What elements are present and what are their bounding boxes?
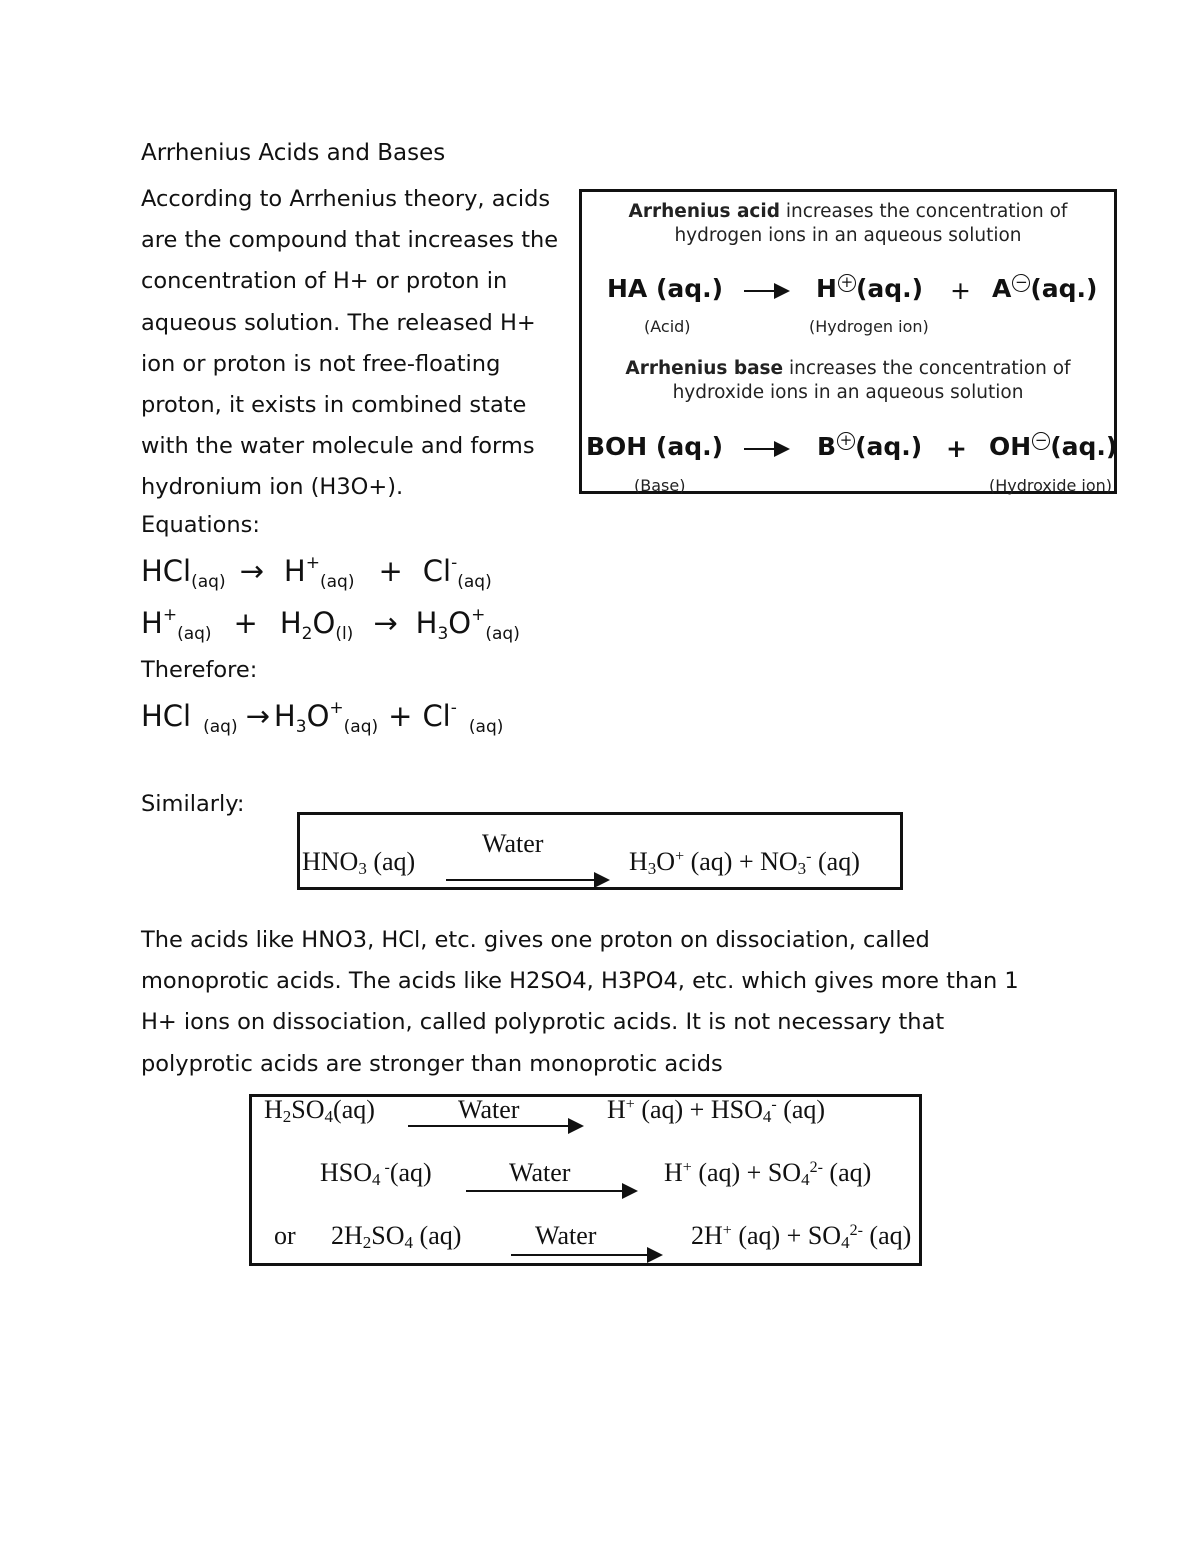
- acid-definition-line2: hydrogen ions in an aqueous solution: [674, 225, 1022, 246]
- acid-definition-text: increases the concentration of: [779, 201, 1068, 222]
- eq1-plus: +: [378, 554, 403, 588]
- intro-line: proton, it exists in combined state: [141, 392, 527, 419]
- equations-label: Equations:: [141, 512, 260, 538]
- h2so4-sub-2: 2: [282, 1107, 292, 1126]
- row2-hso-sub: 4: [372, 1170, 381, 1189]
- eq3-hcl-state: (aq): [203, 717, 238, 737]
- equation-1: [141, 553, 492, 592]
- acid-eq-a: A: [992, 274, 1012, 303]
- row3-products: [691, 1221, 911, 1251]
- eq3-cl-state: (aq): [468, 717, 504, 737]
- hydronium-o: O: [656, 847, 676, 876]
- row3-2h-ion: 2H: [691, 1221, 723, 1250]
- intro-line: concentration of H+ or proton in: [141, 268, 508, 295]
- hno3-arrow: [446, 879, 606, 881]
- eq1-hcl: HCl: [141, 554, 192, 588]
- minus-circle-icon: −: [1012, 274, 1030, 292]
- intro-paragraph: [141, 179, 571, 509]
- row2-water-label: Water: [509, 1158, 571, 1187]
- hno3-formula: HNO: [302, 847, 359, 876]
- row3-water-label: Water: [535, 1221, 597, 1250]
- hydronium-subscript: 3: [647, 859, 657, 878]
- row1-water-label: Water: [458, 1095, 520, 1124]
- arrhenius-definition-figure: [579, 189, 1117, 494]
- paragraph-line: polyprotic acids are stronger than monoprotic acids: [141, 1050, 723, 1077]
- h2so4-so: SO: [291, 1095, 325, 1124]
- row2-so-sub: 4: [801, 1170, 810, 1189]
- acid-label: (Acid): [644, 317, 691, 336]
- row3-2h: 2H: [331, 1221, 363, 1250]
- intro-line: hydronium ion (H3O+).: [141, 474, 404, 501]
- minus-circle-icon: −: [1032, 432, 1050, 450]
- acid-definition-term: Arrhenius acid: [628, 201, 780, 222]
- eq2-h-state: (aq): [177, 624, 212, 644]
- row3-so-product: (aq) + SO: [731, 1221, 842, 1250]
- eq2-hydronium-o: O: [448, 606, 472, 640]
- intro-line: are the compound that increases the: [141, 227, 559, 254]
- hno3-water-label: Water: [482, 829, 544, 858]
- row2-so-state: (aq): [822, 1158, 872, 1187]
- h2so4-sub-4: 4: [324, 1107, 334, 1126]
- eq3-hydronium-state: (aq): [343, 717, 379, 737]
- eq2-water-h: H: [279, 606, 302, 640]
- intro-line: aqueous solution. The released H+: [141, 309, 536, 336]
- similarly-label: Similarly:: [141, 791, 245, 817]
- row3-sub-4: 4: [404, 1233, 414, 1252]
- hno3-state: (aq): [366, 847, 416, 876]
- hydronium-h: H: [629, 847, 648, 876]
- acid-eq-h-state: (aq.): [855, 274, 924, 303]
- eq2-water-state: (l): [335, 624, 354, 644]
- hno3-products: [629, 847, 860, 877]
- h2so4-reactant: [264, 1095, 375, 1125]
- base-eq-b-state: (aq.): [855, 432, 923, 461]
- acid-definition-line1: [582, 200, 1114, 224]
- hno3-reaction-figure: [297, 812, 903, 890]
- eq2-hydronium-state: (aq): [485, 624, 520, 644]
- row3-so-sub: 4: [841, 1233, 850, 1252]
- plus-circle-icon: +: [838, 274, 856, 292]
- equation-2: [141, 605, 520, 644]
- row3-so-state: (aq): [862, 1221, 912, 1250]
- eq2-water-sub: 2: [301, 624, 313, 644]
- h2so4-state: (aq): [333, 1095, 375, 1124]
- h2so4-h: H: [264, 1095, 283, 1124]
- row2-products: [664, 1158, 871, 1188]
- eq3-hcl: HCl: [141, 699, 192, 733]
- base-label: (Base): [634, 476, 686, 495]
- base-eq-cation: [817, 432, 922, 461]
- eq3-hydronium-sub: 3: [295, 717, 307, 737]
- base-eq-b: B: [817, 432, 837, 461]
- acid-eq-arrow: [744, 290, 786, 292]
- base-eq-reactant: BOH (aq.): [586, 432, 724, 461]
- row3-reactant: [331, 1221, 461, 1251]
- row3-state: (aq): [413, 1221, 462, 1250]
- row2-hso-state: (aq): [389, 1158, 432, 1187]
- hydronium-charge: +: [675, 848, 685, 865]
- acid-eq-h: H: [816, 274, 837, 303]
- row2-h-charge: +: [682, 1159, 692, 1176]
- row3-so-charge: 2-: [849, 1222, 863, 1239]
- base-eq-plus: +: [946, 434, 967, 463]
- row1-h: H: [607, 1095, 626, 1124]
- row3-sub-2: 2: [362, 1233, 372, 1252]
- eq2-plus: +: [233, 606, 258, 640]
- eq3-arrow: →: [245, 699, 270, 733]
- nitrate-formula: (aq) + NO: [684, 847, 798, 876]
- eq1-h-charge: +: [305, 553, 320, 573]
- hno3-reactant: [302, 847, 415, 877]
- paragraph-line: H+ ions on dissociation, called polyprotic acids. It is not necessary that: [141, 1009, 945, 1036]
- row2-so-charge: 2-: [809, 1159, 823, 1176]
- therefore-label: Therefore:: [141, 657, 258, 683]
- base-eq-oh: OH: [989, 432, 1032, 461]
- nitrate-charge: -: [806, 848, 812, 865]
- h2so4-reaction-figure: [249, 1094, 922, 1266]
- plus-circle-icon: +: [837, 432, 855, 450]
- eq2-h-charge: +: [162, 605, 178, 625]
- eq1-cl-charge: -: [451, 553, 458, 573]
- polyprotic-paragraph: [141, 920, 1019, 1085]
- nitrate-state: (aq): [811, 847, 860, 876]
- row3-or: or: [274, 1221, 296, 1250]
- row2-so: (aq) + SO: [691, 1158, 802, 1187]
- equation-3: [141, 698, 504, 737]
- acid-eq-hydrogen: [816, 274, 923, 303]
- row2-hso: HSO: [320, 1158, 373, 1187]
- base-definition-text: increases the concentration of: [783, 358, 1071, 379]
- base-eq-arrow: [744, 448, 786, 450]
- row1-arrow: [408, 1125, 580, 1127]
- eq3-plus: +: [388, 699, 413, 733]
- base-eq-hydroxide: [989, 432, 1117, 461]
- eq3-hydronium-o: O: [306, 699, 330, 733]
- eq1-cl-state: (aq): [457, 572, 492, 592]
- eq2-h: H: [141, 606, 163, 640]
- eq1-arrow: →: [239, 554, 264, 588]
- acid-eq-anion: [992, 274, 1097, 303]
- row3-so: SO: [371, 1221, 405, 1250]
- eq1-h-state: (aq): [319, 572, 355, 592]
- acid-eq-a-state: (aq.): [1030, 274, 1098, 303]
- eq2-hydronium-charge: +: [471, 605, 486, 625]
- row3-h-charge: +: [722, 1222, 732, 1239]
- paragraph-line: The acids like HNO3, HCl, etc. gives one proton on dissociation, called: [141, 927, 930, 953]
- eq1-h: H: [283, 554, 306, 588]
- eq1-cl: Cl: [422, 554, 452, 588]
- row1-hso-sub: 4: [762, 1107, 772, 1126]
- row1-hso-state: (aq): [776, 1095, 826, 1124]
- hno3-subscript: 3: [358, 859, 367, 878]
- row1-hso-charge: -: [771, 1096, 777, 1113]
- base-definition-term: Arrhenius base: [625, 358, 784, 379]
- row1-hso: (aq) + HSO: [634, 1095, 763, 1124]
- acid-eq-reactant: HA (aq.): [607, 274, 724, 303]
- row1-h-charge: +: [625, 1096, 635, 1113]
- hydroxide-ion-label: (Hydroxide ion): [989, 476, 1113, 495]
- nitrate-subscript: 3: [797, 859, 807, 878]
- eq2-hydronium-sub: 3: [437, 624, 449, 644]
- row2-h: H: [664, 1158, 683, 1187]
- row2-hso-charge: -: [380, 1159, 390, 1176]
- intro-line: ion or proton is not free-floating: [141, 350, 501, 377]
- eq2-arrow: →: [373, 606, 398, 640]
- base-definition-line2: hydroxide ions in an aqueous solution: [672, 382, 1024, 403]
- base-eq-oh-state: (aq.): [1050, 432, 1118, 461]
- eq3-cl: Cl: [422, 699, 451, 733]
- row2-reactant: [320, 1158, 432, 1188]
- acid-eq-plus: +: [950, 276, 971, 305]
- eq2-water-o: O: [312, 606, 336, 640]
- eq3-cl-charge: -: [450, 698, 457, 718]
- intro-line: According to Arrhenius theory, acids: [141, 186, 551, 212]
- paragraph-line: monoprotic acids. The acids like H2SO4, H3PO4, etc. which gives more than 1: [141, 968, 1019, 995]
- eq3-hydronium-charge: +: [329, 698, 344, 718]
- base-definition-line1: [582, 357, 1114, 381]
- eq3-hydronium-h: H: [273, 699, 296, 733]
- row1-products: [607, 1095, 825, 1125]
- row2-arrow: [466, 1190, 634, 1192]
- eq1-hcl-state: (aq): [191, 572, 226, 592]
- eq2-hydronium-h: H: [415, 606, 438, 640]
- intro-line: with the water molecule and forms: [141, 433, 535, 460]
- hydrogen-ion-label: (Hydrogen ion): [809, 317, 929, 336]
- page-title: Arrhenius Acids and Bases: [141, 140, 446, 166]
- row3-arrow: [511, 1254, 659, 1256]
